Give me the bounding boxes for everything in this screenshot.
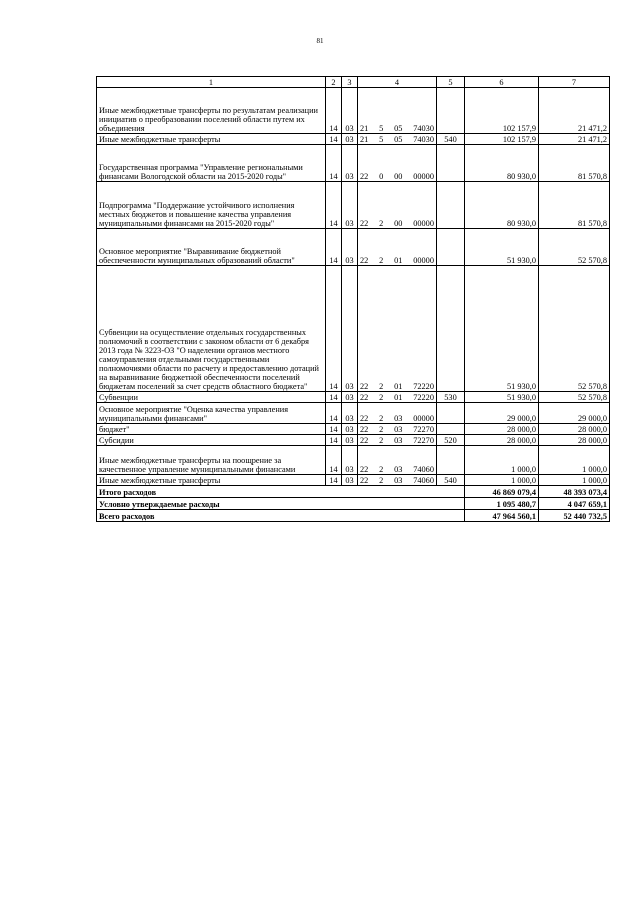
row-subsection: 03 bbox=[342, 392, 358, 403]
row-name: Государственная программа "Управление региональными финансами Вологодской области на 2015-2020 годы" bbox=[97, 145, 326, 182]
total-amount-year-2: 4 047 659,1 bbox=[539, 498, 610, 510]
target-code-parts bbox=[360, 436, 434, 445]
row-subsection: 03 bbox=[342, 266, 358, 392]
header-cell: 5 bbox=[437, 77, 465, 88]
row-expense-type bbox=[437, 403, 465, 424]
target-code-part: 03 bbox=[394, 425, 403, 434]
table-row bbox=[97, 134, 610, 145]
row-section: 14 bbox=[326, 134, 342, 145]
budget-table bbox=[96, 76, 610, 522]
header-cell: 1 bbox=[97, 77, 326, 88]
row-name: Иные межбюджетные трансферты по результатам реализации инициатив о преобразовании поселений области путем их объединения bbox=[97, 88, 326, 134]
row-amount-year-1: 51 930,0 bbox=[465, 229, 539, 266]
target-code-part: 03 bbox=[394, 414, 403, 423]
table-header-row bbox=[97, 77, 610, 88]
row-amount-year-1: 28 000,0 bbox=[465, 435, 539, 446]
table-row bbox=[97, 182, 610, 229]
row-name: Субсидии bbox=[97, 435, 326, 446]
row-expense-type bbox=[437, 229, 465, 266]
target-code-part: 00000 bbox=[413, 414, 434, 423]
row-subsection: 03 bbox=[342, 435, 358, 446]
row-section: 14 bbox=[326, 88, 342, 134]
row-subsection: 03 bbox=[342, 403, 358, 424]
target-code-part: 01 bbox=[394, 256, 403, 265]
row-amount-year-2: 1 000,0 bbox=[539, 475, 610, 486]
table-row bbox=[97, 88, 610, 134]
target-code-parts bbox=[360, 414, 434, 423]
row-amount-year-2: 1 000,0 bbox=[539, 446, 610, 475]
row-target-code bbox=[358, 392, 437, 403]
row-subsection: 03 bbox=[342, 424, 358, 435]
row-subsection: 03 bbox=[342, 446, 358, 475]
target-code-part: 00000 bbox=[413, 256, 434, 265]
row-section: 14 bbox=[326, 266, 342, 392]
target-code-part: 74030 bbox=[413, 124, 434, 133]
target-code-part: 01 bbox=[394, 382, 403, 391]
target-code-part: 0 bbox=[379, 172, 384, 181]
row-amount-year-1: 51 930,0 bbox=[465, 266, 539, 392]
row-section: 14 bbox=[326, 145, 342, 182]
row-amount-year-1: 1 000,0 bbox=[465, 446, 539, 475]
row-amount-year-1: 102 157,9 bbox=[465, 88, 539, 134]
total-row bbox=[97, 510, 610, 522]
row-expense-type bbox=[437, 446, 465, 475]
target-code-part: 22 bbox=[360, 219, 369, 228]
target-code-part: 22 bbox=[360, 172, 369, 181]
target-code-part: 22 bbox=[360, 476, 369, 485]
total-amount-year-1: 1 095 480,7 bbox=[465, 498, 539, 510]
table-row bbox=[97, 392, 610, 403]
page-number: 81 bbox=[316, 37, 324, 45]
total-amount-year-2: 52 440 732,5 bbox=[539, 510, 610, 522]
target-code-part: 74030 bbox=[413, 135, 434, 144]
target-code-parts bbox=[360, 172, 434, 181]
row-expense-type: 540 bbox=[437, 134, 465, 145]
row-target-code bbox=[358, 435, 437, 446]
row-amount-year-2: 29 000,0 bbox=[539, 403, 610, 424]
total-amount-year-1: 46 869 079,4 bbox=[465, 486, 539, 498]
target-code-part: 22 bbox=[360, 256, 369, 265]
row-subsection: 03 bbox=[342, 229, 358, 266]
row-section: 14 bbox=[326, 435, 342, 446]
target-code-part: 05 bbox=[394, 135, 403, 144]
row-subsection: 03 bbox=[342, 475, 358, 486]
table-row bbox=[97, 424, 610, 435]
target-code-part: 2 bbox=[379, 414, 384, 423]
row-expense-type: 520 bbox=[437, 435, 465, 446]
row-name: Иные межбюджетные трансферты bbox=[97, 475, 326, 486]
table-row bbox=[97, 266, 610, 392]
row-target-code bbox=[358, 403, 437, 424]
row-amount-year-1: 28 000,0 bbox=[465, 424, 539, 435]
table-row bbox=[97, 403, 610, 424]
row-amount-year-1: 80 930,0 bbox=[465, 182, 539, 229]
target-code-parts bbox=[360, 124, 434, 133]
table-row bbox=[97, 145, 610, 182]
row-expense-type bbox=[437, 424, 465, 435]
row-amount-year-2: 52 570,8 bbox=[539, 229, 610, 266]
row-section: 14 bbox=[326, 446, 342, 475]
target-code-part: 2 bbox=[379, 425, 384, 434]
row-amount-year-2: 21 471,2 bbox=[539, 134, 610, 145]
table-row bbox=[97, 435, 610, 446]
header-cell: 2 bbox=[326, 77, 342, 88]
row-subsection: 03 bbox=[342, 134, 358, 145]
target-code-part: 72220 bbox=[413, 393, 434, 402]
row-name: Иные межбюджетные трансферты на поощрение за качественное управление муниципальными финансами bbox=[97, 446, 326, 475]
row-expense-type bbox=[437, 182, 465, 229]
table-row bbox=[97, 475, 610, 486]
row-target-code bbox=[358, 475, 437, 486]
row-subsection: 03 bbox=[342, 182, 358, 229]
total-row bbox=[97, 498, 610, 510]
row-subsection: 03 bbox=[342, 145, 358, 182]
target-code-part: 2 bbox=[379, 256, 384, 265]
total-label: Условно утверждаемые расходы bbox=[97, 498, 465, 510]
target-code-part: 2 bbox=[379, 465, 384, 474]
header-cell: 7 bbox=[539, 77, 610, 88]
target-code-parts bbox=[360, 382, 434, 391]
total-amount-year-1: 47 964 560,1 bbox=[465, 510, 539, 522]
target-code-part: 74060 bbox=[413, 476, 434, 485]
row-section: 14 bbox=[326, 182, 342, 229]
target-code-part: 2 bbox=[379, 436, 384, 445]
row-expense-type: 540 bbox=[437, 475, 465, 486]
target-code-parts bbox=[360, 425, 434, 434]
header-cell: 6 bbox=[465, 77, 539, 88]
target-code-part: 05 bbox=[394, 124, 403, 133]
target-code-part: 01 bbox=[394, 393, 403, 402]
row-amount-year-1: 51 930,0 bbox=[465, 392, 539, 403]
target-code-parts bbox=[360, 465, 434, 474]
row-amount-year-2: 52 570,8 bbox=[539, 392, 610, 403]
target-code-parts bbox=[360, 135, 434, 144]
row-section: 14 bbox=[326, 403, 342, 424]
target-code-parts bbox=[360, 256, 434, 265]
row-target-code bbox=[358, 446, 437, 475]
target-code-parts bbox=[360, 393, 434, 402]
row-amount-year-1: 80 930,0 bbox=[465, 145, 539, 182]
target-code-part: 72270 bbox=[413, 425, 434, 434]
target-code-part: 03 bbox=[394, 476, 403, 485]
row-amount-year-2: 81 570,8 bbox=[539, 145, 610, 182]
target-code-part: 22 bbox=[360, 382, 369, 391]
row-amount-year-2: 52 570,8 bbox=[539, 266, 610, 392]
target-code-parts bbox=[360, 476, 434, 485]
row-target-code bbox=[358, 424, 437, 435]
row-name: Основное мероприятие "Оценка качества управления муниципальными финансами" bbox=[97, 403, 326, 424]
row-section: 14 bbox=[326, 229, 342, 266]
target-code-part: 2 bbox=[379, 219, 384, 228]
row-amount-year-1: 102 157,9 bbox=[465, 134, 539, 145]
row-subsection: 03 bbox=[342, 88, 358, 134]
header-cell: 3 bbox=[342, 77, 358, 88]
row-name: Субвенции bbox=[97, 392, 326, 403]
row-expense-type bbox=[437, 266, 465, 392]
row-target-code bbox=[358, 88, 437, 134]
target-code-part: 00000 bbox=[413, 172, 434, 181]
target-code-part: 72220 bbox=[413, 382, 434, 391]
total-label: Всего расходов bbox=[97, 510, 465, 522]
row-name: Субвенции на осуществление отдельных государственных полномочий в соответствии с законом области от 6 декабря 2013 года № 3223-ОЗ "О наделении органов местного самоуправления отдельными государственными полномочиями области по расчету и предоставлению дотаций на выравнивание бюджетной обеспеченности поселений бюджетам поселений за счет средств областного бюджета" bbox=[97, 266, 326, 392]
target-code-part: 03 bbox=[394, 465, 403, 474]
row-amount-year-2: 21 471,2 bbox=[539, 88, 610, 134]
target-code-part: 22 bbox=[360, 425, 369, 434]
target-code-part: 2 bbox=[379, 476, 384, 485]
target-code-part: 03 bbox=[394, 436, 403, 445]
row-target-code bbox=[358, 266, 437, 392]
row-amount-year-1: 29 000,0 bbox=[465, 403, 539, 424]
target-code-part: 22 bbox=[360, 414, 369, 423]
table-row bbox=[97, 229, 610, 266]
target-code-part: 21 bbox=[360, 124, 369, 133]
target-code-part: 00000 bbox=[413, 219, 434, 228]
row-amount-year-2: 81 570,8 bbox=[539, 182, 610, 229]
row-name: Иные межбюджетные трансферты bbox=[97, 134, 326, 145]
target-code-parts bbox=[360, 219, 434, 228]
target-code-part: 00 bbox=[394, 219, 403, 228]
target-code-part: 2 bbox=[379, 382, 384, 391]
target-code-part: 22 bbox=[360, 393, 369, 402]
target-code-part: 5 bbox=[379, 124, 384, 133]
total-row bbox=[97, 486, 610, 498]
row-amount-year-1: 1 000,0 bbox=[465, 475, 539, 486]
target-code-part: 21 bbox=[360, 135, 369, 144]
table-row bbox=[97, 446, 610, 475]
row-amount-year-2: 28 000,0 bbox=[539, 424, 610, 435]
target-code-part: 22 bbox=[360, 465, 369, 474]
target-code-part: 72270 bbox=[413, 436, 434, 445]
target-code-part: 00 bbox=[394, 172, 403, 181]
row-target-code bbox=[358, 182, 437, 229]
row-section: 14 bbox=[326, 475, 342, 486]
row-target-code bbox=[358, 145, 437, 182]
row-section: 14 bbox=[326, 392, 342, 403]
row-target-code bbox=[358, 134, 437, 145]
row-target-code bbox=[358, 229, 437, 266]
row-name: Подпрограмма "Поддержание устойчивого исполнения местных бюджетов и повышение качества управления муниципальными финансами на 2015-2020 годы" bbox=[97, 182, 326, 229]
row-expense-type: 530 bbox=[437, 392, 465, 403]
total-amount-year-2: 48 393 073,4 bbox=[539, 486, 610, 498]
target-code-part: 5 bbox=[379, 135, 384, 144]
row-name: Основное мероприятие "Выравнивание бюджетной обеспеченности муниципальных образований области" bbox=[97, 229, 326, 266]
target-code-part: 74060 bbox=[413, 465, 434, 474]
row-expense-type bbox=[437, 145, 465, 182]
row-amount-year-2: 28 000,0 bbox=[539, 435, 610, 446]
total-label: Итого расходов bbox=[97, 486, 465, 498]
target-code-part: 2 bbox=[379, 393, 384, 402]
row-section: 14 bbox=[326, 424, 342, 435]
row-expense-type bbox=[437, 88, 465, 134]
row-name: бюджет" bbox=[97, 424, 326, 435]
target-code-part: 22 bbox=[360, 436, 369, 445]
header-cell: 4 bbox=[358, 77, 437, 88]
